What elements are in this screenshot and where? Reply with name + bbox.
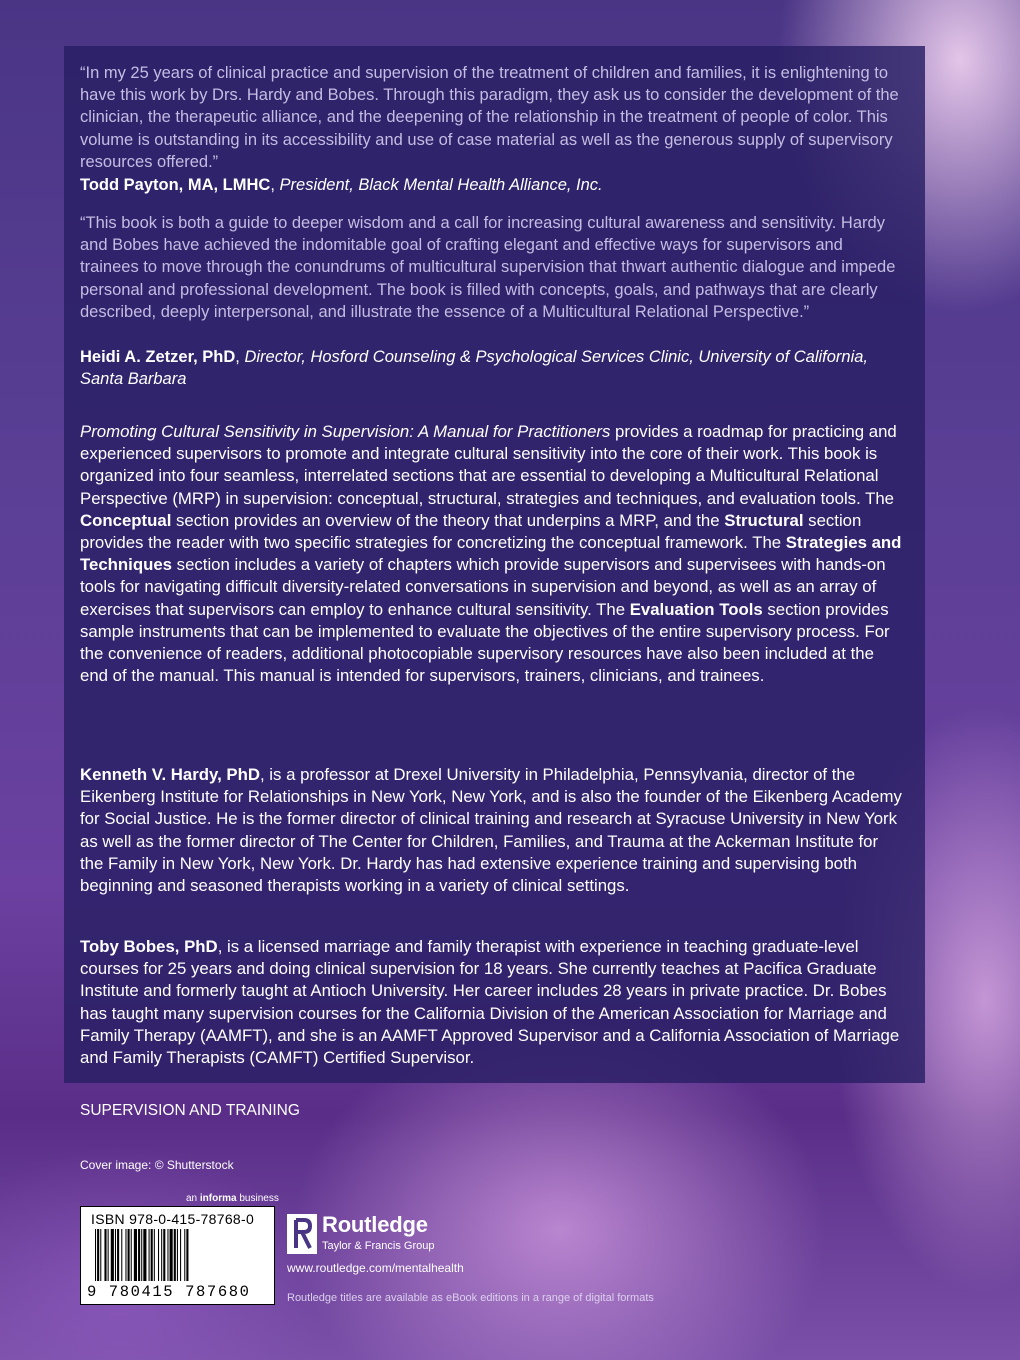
endorser-name-1: Todd Payton, MA, LMHC (80, 176, 271, 194)
book-title: Promoting Cultural Sensitivity in Supervision: A Manual for Practitioners (80, 422, 611, 441)
ebook-note: Routledge titles are available as eBook editions in a range of digital formats (287, 1292, 654, 1304)
informa-suffix: business (236, 1193, 279, 1204)
endorser-name-2: Heidi A. Zetzer, PhD (80, 348, 236, 366)
description-text-3: section provides the reader with two specific strategies for concretizing the conceptual framework. The (80, 510, 862, 553)
ean-digits: 9 780415 787680 (87, 1283, 251, 1301)
endorsement-attribution-2: Heidi A. Zetzer, PhD, Director, Hosford Counseling & Psychological Services Clinic, University of California, Santa Barbara (80, 348, 869, 389)
subject-category: SUPERVISION AND TRAINING (80, 1102, 300, 1119)
author-name-bobes: Toby Bobes, PhD (80, 937, 218, 956)
publisher-group: Taylor & Francis Group (322, 1240, 435, 1252)
endorsement-quote-1: “In my 25 years of clinical practice and supervision of the treatment of children and families, it is enlightening to have this work by Drs. Hardy and Bobes. Through this paradigm, they ask us to consider the development of the clinician, the therapeutic alliance, and the deepening of the relationship in the treatment of people of color. This volume is outstanding in its accessibility and use of case material as well as the generous supply of supervisory resources offered.” (80, 64, 899, 171)
barcode-box (80, 1206, 275, 1305)
endorsement-quote-2: “This book is both a guide to deeper wisdom and a call for increasing cultural awareness and sensitivity. Hardy and Bobes have achieved the indomitable goal of crafting elegant and effective ways for supervisors and trainees to move through the conundrums of multicultural supervision that thwart authentic dialogue and impede personal and professional development. The book is filled with concepts, goals, and pathways that are clearly described, deeply interpersonal, and illustrate the essence of a Multicultural Relational Perspective.” (80, 214, 896, 321)
publisher-name: Routledge (322, 1212, 428, 1237)
description-text-1: provides a roadmap for practicing and experienced supervisors to promote and integrate cultural sensitivity into the core of their work. This book is organized into four seamless, interrelated sections that are essential to developing a Multicultural Relational Perspective (MRP) in supervision: conceptual, structural, strategies and techniques, and evaluation tools. The (80, 422, 897, 508)
endorser-role-1: President, Black Mental Health Alliance, Inc. (279, 176, 603, 194)
publisher-url[interactable]: www.routledge.com/mentalhealth (287, 1261, 464, 1275)
book-description (80, 421, 905, 687)
section-conceptual: Conceptual (80, 510, 172, 530)
cover-image-credit: Cover image: © Shutterstock (80, 1158, 234, 1172)
author-bio-text-hardy: , is a professor at Drexel University in Philadelphia, Pennsylvania, director of the Eikenberg Institute for Relationships in New York, New York, and is also the founder of the Eikenberg Academy for Social Justice. He is the former director of clinical training and research at Syracuse University in New York as well as the former director of The Center for Children, Families, and Trauma at the Ackerman Institute for the Family in New York, New York. Dr. Hardy has had extensive experience training and supervising both beginning and seasoned therapists working in a variety of clinical settings. (80, 765, 902, 896)
section-structural: Structural (724, 510, 804, 530)
author-bio-text-bobes: , is a licensed marriage and family therapist with experience in teaching graduate-level courses for 25 years and doing clinical supervision for 18 years. She currently teaches at Pacifica Graduate Institute and formerly taught at Antioch University. Her career includes 28 years in private practice. Dr. Bobes has taught many supervision courses for the California Division of the American Association for Marriage and Family Therapy (AAMFT), and she is an AAMFT Approved Supervisor and a California Association of Marriage and Family Therapists (CAMFT) Certified Supervisor. (80, 937, 900, 1068)
author-bio-bobes (80, 936, 905, 1069)
description-text-5: section provides sample instruments that can be implemented to evaluate the objectives of the entire supervisory process. For the convenience of readers, additional photocopiable supervisory resources have also been included at the end of the manual. This manual is intended for supervisors, trainers, clinicians, and trainees. (80, 599, 890, 686)
barcode-icon (95, 1229, 267, 1285)
description-text-2: section provides an overview of the theory that underpins a MRP, and the (171, 510, 725, 530)
informa-prefix: an (186, 1193, 200, 1204)
isbn-text: ISBN 978-0-415-78768-0 (91, 1211, 255, 1227)
endorser-role-2: Director, Hosford Counseling & Psychological Services Clinic, University of California, Santa Barbara (80, 348, 869, 389)
routledge-logo-icon (287, 1214, 317, 1254)
author-name-hardy: Kenneth V. Hardy, PhD (80, 765, 260, 784)
section-evaluation: Evaluation Tools (629, 599, 763, 619)
description-text-4: section includes a variety of chapters which provide supervisors and supervisees with hands-on tools for navigating difficult diversity-related conversations in supervision and beyond, as well as an array of exercises that supervisors can employ to enhance cultural sensitivity. The (80, 555, 886, 619)
endorsement-attribution-1: Todd Payton, MA, LMHC, President, Black Mental Health Alliance, Inc. (80, 176, 603, 194)
informa-brand: informa (199, 1193, 237, 1204)
section-strategies: Strategies and Techniques (80, 533, 902, 575)
informa-tagline (186, 1193, 279, 1204)
author-bio-hardy (80, 764, 905, 897)
